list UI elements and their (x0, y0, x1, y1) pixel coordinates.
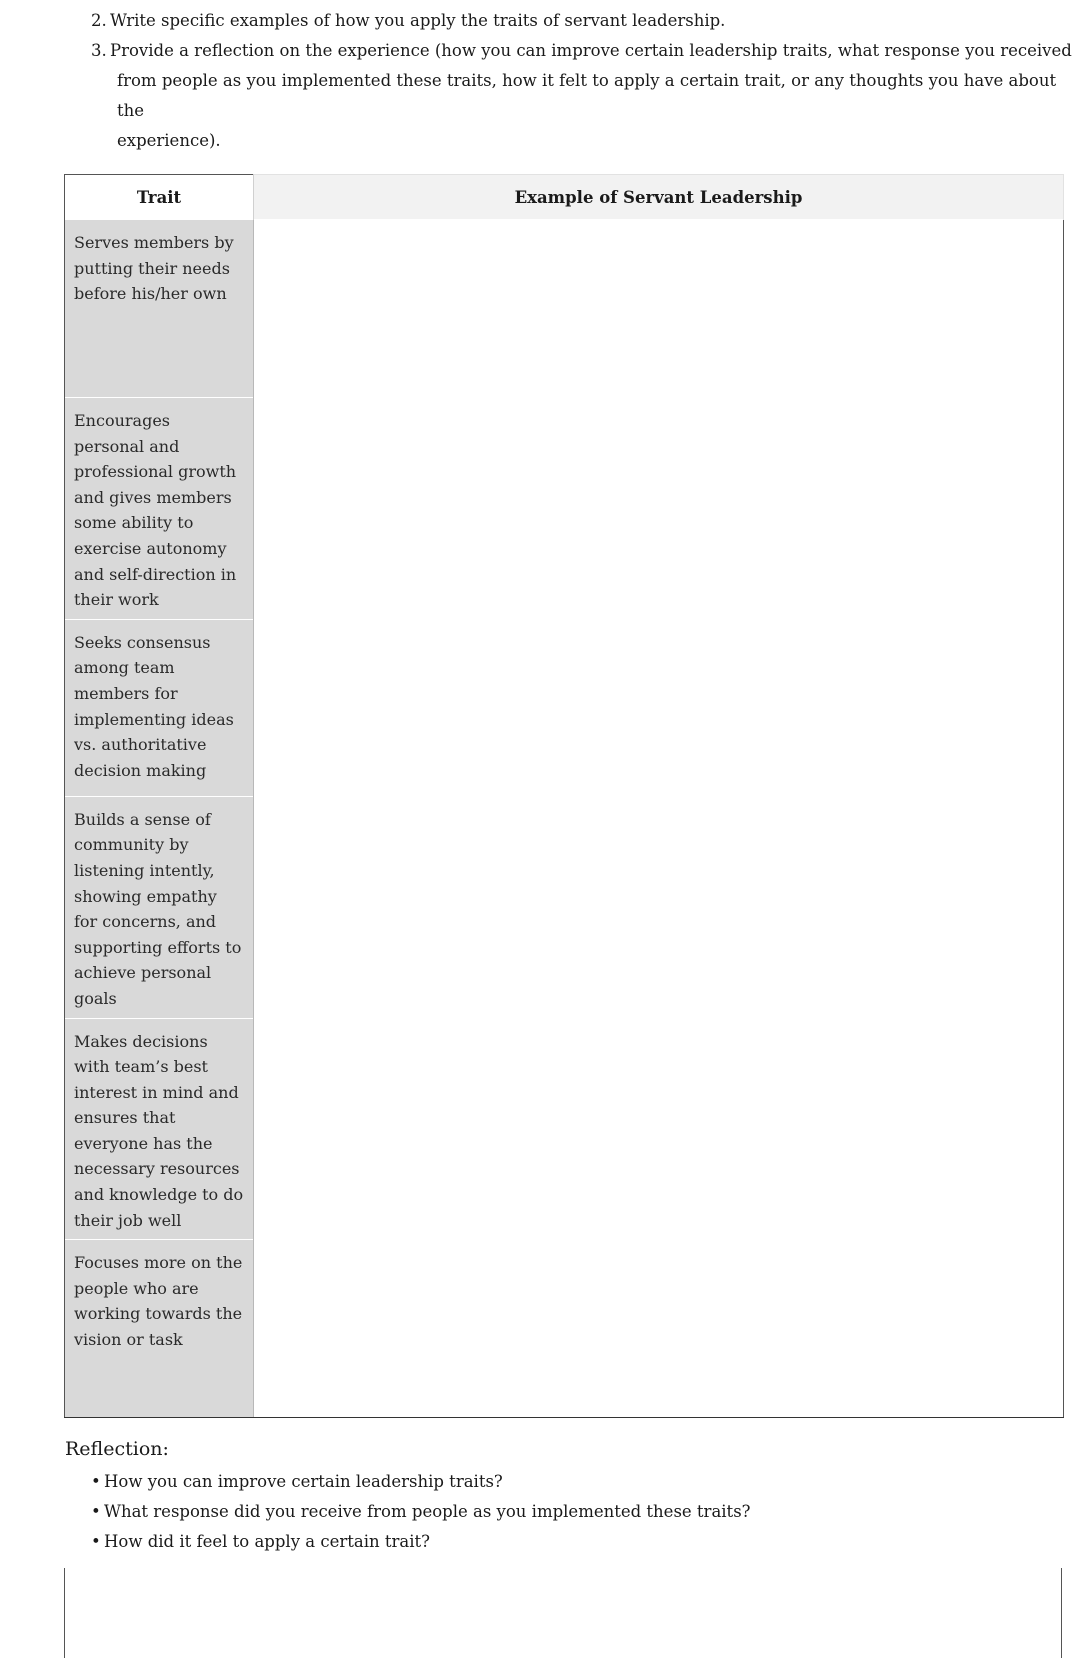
example-cell[interactable] (254, 1240, 1064, 1418)
table-row (65, 1018, 1064, 1240)
table-row (65, 619, 1064, 796)
trait-cell: Builds a sense of community by listening intently, showing empathy for concerns, and supporting efforts to achieve personal goals (65, 796, 254, 1018)
example-cell[interactable] (254, 796, 1064, 1018)
bullet-icon: • (91, 1502, 101, 1521)
header-example: Example of Servant Leadership (254, 175, 1064, 220)
example-cell[interactable] (254, 619, 1064, 796)
table-row (65, 1240, 1064, 1418)
servant-leadership-table (64, 174, 1064, 1418)
instruction-text-line-3: experience). (117, 131, 221, 150)
instructions-list (0, 0, 1080, 156)
instruction-item (0, 6, 1080, 36)
instruction-text: Write specific examples of how you apply the traits of servant leadership. (110, 11, 726, 30)
instruction-number: 3. (91, 41, 107, 60)
example-cell[interactable] (254, 1018, 1064, 1240)
instruction-text-line-2: from people as you implemented these traits, how it felt to apply a certain trait, or any thoughts you have about the (117, 71, 1057, 120)
bullet-icon: • (91, 1472, 101, 1491)
reflection-bullet-text: What response did you receive from people as you implemented these traits? (104, 1502, 751, 1521)
table-header-row (65, 175, 1064, 220)
table-row (65, 220, 1064, 398)
instruction-item (0, 36, 1080, 156)
header-trait: Trait (65, 175, 254, 220)
instruction-number: 2. (91, 11, 107, 30)
trait-cell: Encourages personal and professional growth and gives members some ability to exercise autonomy and self-direction in their work (65, 398, 254, 620)
table-row (65, 796, 1064, 1018)
reflection-bullet-text: How you can improve certain leadership traits? (104, 1472, 503, 1491)
trait-cell: Focuses more on the people who are working towards the vision or task (65, 1240, 254, 1418)
trait-cell: Seeks consensus among team members for implementing ideas vs. authoritative decision making (65, 619, 254, 796)
reflection-heading: Reflection: (65, 1438, 169, 1460)
reflection-answer-box[interactable] (64, 1568, 1062, 1658)
reflection-bullet-item (0, 1527, 751, 1557)
example-cell[interactable] (254, 220, 1064, 398)
trait-cell: Serves members by putting their needs before his/her own (65, 220, 254, 398)
reflection-bullet-text: How did it feel to apply a certain trait? (104, 1532, 430, 1551)
bullet-icon: • (91, 1532, 101, 1551)
instruction-text-line-1: Provide a reflection on the experience (how you can improve certain leadership traits, what response you received (110, 41, 1072, 60)
reflection-bullet-item (0, 1467, 751, 1497)
reflection-bullet-item (0, 1497, 751, 1527)
table-row (65, 398, 1064, 620)
trait-cell: Makes decisions with team’s best interest in mind and ensures that everyone has the necessary resources and knowledge to do their job well (65, 1018, 254, 1240)
example-cell[interactable] (254, 398, 1064, 620)
reflection-bullet-list (0, 1467, 751, 1557)
